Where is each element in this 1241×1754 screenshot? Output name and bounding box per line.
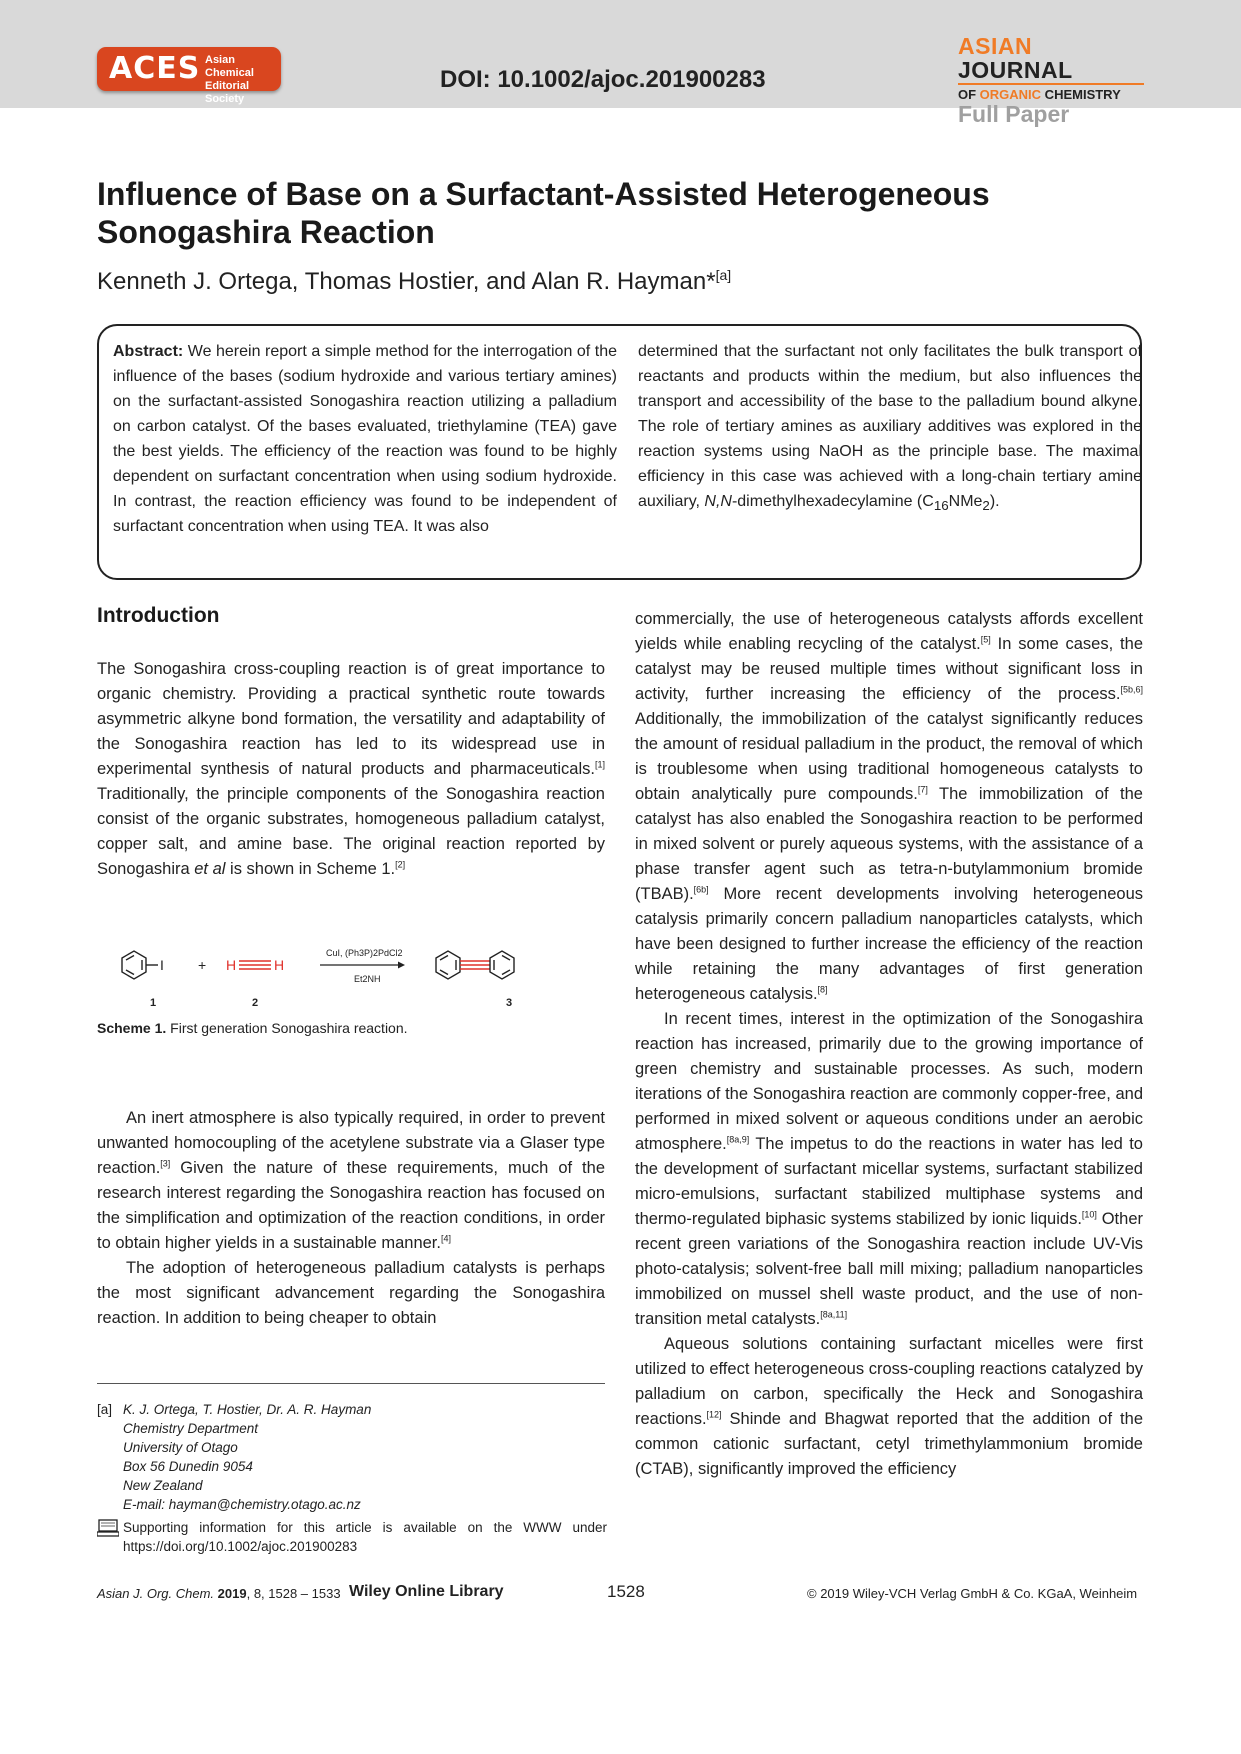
intro-p2-b: Given the nature of these requirements, much of the research interest regarding the Sonogashira reaction has focused on the simplification and optimization of the reaction conditions, in order to obtain higher yields in a sustainable manner. [97, 1159, 605, 1252]
authors-text: Kenneth J. Ortega, Thomas Hostier, and Alan R. Hayman* [97, 268, 716, 295]
iodine-label: I [160, 957, 164, 973]
compound-number-1: 1 [150, 997, 157, 1009]
aces-logo-word: ACES [109, 51, 201, 86]
benzene-ring-left-product [436, 951, 460, 979]
affiliation-email[interactable]: E-mail: hayman@chemistry.otago.ac.nz [123, 1497, 361, 1512]
footnote-divider [97, 1383, 605, 1384]
abstract-nn: N,N [704, 493, 732, 510]
intro-p2-a: An inert atmosphere is also typically required, in order to prevent unwanted homocoupling of the acetylene substrate via a Glaser type reaction. [97, 1109, 605, 1177]
copyright-notice: © 2019 Wiley-VCH Verlag GmbH & Co. KGaA, Weinheim [807, 1586, 1138, 1601]
citation-ref[interactable]: [3] [160, 1158, 171, 1169]
article-type: Full Paper [958, 101, 1070, 127]
affiliation-university: University of Otago [123, 1440, 238, 1455]
right-p2-a: In recent times, interest in the optimization of the Sonogashira reaction has increased, primarily due to the growing importance of green chemistry and sustainable processes. As such, modern iterations of the Sonogashira reaction are commonly copper-free, and performed in mixed solvent or aqueous conditions under an aerobic atmosphere. [635, 1010, 1143, 1153]
citation-ref[interactable]: [5] [980, 634, 991, 645]
benzene-ring-iodobenzene [122, 951, 158, 979]
affiliation-footnote [97, 1400, 607, 1514]
footer-journal-abbr: Asian J. Org. Chem. [97, 1586, 215, 1601]
citation-ref[interactable]: [8] [817, 984, 828, 995]
scheme-caption-label: Scheme 1. [97, 1020, 167, 1036]
right-r2: In some cases, the catalyst may be reused multiple times without significant loss in activity, further increasing the efficiency of the process. [635, 635, 1143, 703]
affiliation-authors: K. J. Ortega, T. Hostier, Dr. A. R. Hayman [123, 1402, 372, 1417]
citation-ref[interactable]: [7] [917, 784, 928, 795]
intro-p1-a: The Sonogashira cross-coupling reaction is of great importance to organic chemistry. Providing a practical synthetic route towards asymmetric alkyne bond formation, the versatility and adaptability of the Sonogashira reaction has led to its widespread use in experimental synthesis of natural products and pharmaceuticals. [97, 660, 605, 778]
abstract-label: Abstract: [113, 343, 184, 360]
intro-paragraph-1 [97, 657, 605, 882]
right-p2-c: Other recent green variations of the Sonogashira reaction include UV-Vis photo-catalysis; solvent-free ball mill mixing; palladium nanoparticles immobilized on mussel shell waste product, and the use of non-transition metal catalysts. [635, 1210, 1143, 1328]
right-r1: commercially, the use of heterogeneous catalysts affords excellent yields while enabling recycling of the catalyst. [635, 610, 1143, 653]
citation-ref[interactable]: [8a,11] [820, 1309, 848, 1320]
scheme-caption-text: First generation Sonogashira reaction. [166, 1020, 408, 1036]
intro-p1-b: Traditionally, the principle components of the Sonogashira reaction consist of the organic substrates, homogeneous palladium catalyst, copper salt, and amine base. The original reaction reported by Sonogashira [97, 785, 605, 878]
journal-word-asian: ASIAN [958, 33, 1033, 59]
section-heading-introduction: Introduction [97, 604, 220, 627]
scheme-caption [97, 1020, 408, 1036]
affiliation-department: Chemistry Department [123, 1421, 259, 1436]
supporting-info-text[interactable]: Supporting information for this article is available on the WWW under https://doi.org/10.1002/ajoc.201900283 [123, 1520, 607, 1554]
abstract-left-column [113, 339, 617, 539]
author-list [97, 267, 731, 296]
right-r5: More recent developments involving heterogeneous catalysis primarily concern palladium nanoparticles catalysts, which have been designed to further increase the efficiency of the reaction while retaining the many advantages of first generation heterogeneous catalysis. [635, 885, 1143, 1003]
journal-word-organic: ORGANIC [979, 87, 1042, 102]
footer-citation [97, 1586, 341, 1601]
right-p2-b: The impetus to do the reactions in water has led to the development of surfactant micellar systems, surfactant stabilized micro-emulsions, surfactant stabilized multiphase systems and thermo-regulated biphasic systems stabilized by ionic liquids. [635, 1135, 1143, 1228]
product-triple-bond [460, 961, 490, 969]
supporting-info-note [97, 1518, 607, 1556]
reagent-catalysts: CuI, (Ph3P)2PdCl2 [326, 948, 403, 958]
article-title: Influence of Base on a Surfactant-Assisted Heterogeneous Sonogashira Reaction [97, 176, 990, 250]
abstract-text-right: determined that the surfactant not only facilitates the bulk transport of reactants and products within the medium, but also influences the transport and accessibility of the base to the palladium bound alkyne. The role of tertiary amines as auxiliary additives was explored in the reaction systems using NaOH as the principle base. The maximal efficiency in this case was achieved with a long-chain tertiary amine auxiliary, [638, 343, 1142, 510]
abstract-sub2: 2 [982, 498, 990, 514]
citation-ref[interactable]: [12] [706, 1409, 722, 1420]
citation-ref[interactable]: [5b,6] [1120, 684, 1143, 695]
compound-number-3: 3 [506, 997, 513, 1009]
citation-ref[interactable]: [8a,9] [726, 1134, 750, 1145]
hydrogen-right: H [274, 957, 285, 973]
aces-logo [97, 47, 281, 105]
journal-word-of: OF [958, 87, 980, 102]
affiliation-address: Box 56 Dunedin 9054 [123, 1459, 253, 1474]
citation-ref[interactable]: [10] [1081, 1209, 1097, 1220]
right-r3: Additionally, the immobilization of the catalyst significantly reduces the amount of residual palladium in the product, the removal of which is troublesome when using traditional homogeneous catalysts to obtain analytically pure compounds. [635, 710, 1143, 803]
intro-etal: et al [194, 860, 226, 878]
reagent-base: Et2NH [354, 974, 381, 984]
acetylene-triple-bond [239, 961, 271, 969]
abstract-sub16: 16 [933, 498, 949, 514]
footer-year: 2019 [214, 1586, 247, 1601]
abstract-tail1: -dimethylhexadecylamine (C [731, 493, 934, 510]
citation-ref[interactable]: [1] [594, 759, 605, 770]
right-p3-a: Aqueous solutions containing surfactant micelles were first utilized to effect heterogeneous cross-coupling reactions catalyzed by palladium on carbon, specifically the Heck and Sonogashira reactions. [635, 1335, 1143, 1428]
aces-sub-line1: Asian Chemical [205, 54, 254, 79]
doi-link[interactable]: DOI: 10.1002/ajoc.201900283 [440, 66, 766, 93]
affiliation-label: [a] [97, 1402, 113, 1417]
scheme-1-reaction-diagram [108, 940, 588, 1020]
hydrogen-left: H [226, 957, 237, 973]
computer-icon [97, 1519, 119, 1537]
right-column-text [635, 607, 1143, 1482]
journal-underline [958, 83, 1144, 85]
journal-word-chemistry: CHEMISTRY [1041, 87, 1121, 102]
citation-ref[interactable]: [6b] [693, 884, 709, 895]
footer-volume-pages: , 8, 1528 – 1533 [246, 1586, 341, 1601]
journal-word-journal: JOURNAL [958, 57, 1073, 83]
benzene-ring-right-product [490, 951, 514, 979]
page-number: 1528 [607, 1582, 645, 1601]
abstract-right-column [638, 339, 1142, 518]
abstract-text-left: We herein report a simple method for the interrogation of the influence of the bases (sodium hydroxide and various tertiary amines) on the surfactant-assisted Sonogashira reaction utilizing a palladium on carbon catalyst. Of the bases evaluated, triethylamine (TEA) gave the best yields. The efficiency of the reaction was found to be highly dependent on surfactant concentration when using sodium hydroxide. In contrast, the reaction efficiency was found to be independent of surfactant concentration when using TEA. It was also [113, 343, 617, 535]
citation-ref[interactable]: [2] [395, 859, 406, 870]
aces-logo-subtitle [205, 54, 281, 106]
abstract-tail2: NMe [948, 493, 983, 510]
plus-sign: + [198, 957, 207, 973]
intro-p1-c: is shown in Scheme 1. [225, 860, 396, 878]
intro-paragraphs-2-3 [97, 1106, 605, 1331]
compound-number-2: 2 [252, 997, 259, 1009]
affiliation-country: New Zealand [123, 1478, 203, 1493]
right-p3-b: Shinde and Bhagwat reported that the addition of the common cationic surfactant, cetyl trimethylammonium bromide (CTAB), significantly improved the efficiency [635, 1410, 1143, 1478]
affiliation-mark[interactable]: [a] [715, 267, 732, 283]
citation-ref[interactable]: [4] [440, 1233, 451, 1244]
reaction-arrowhead [398, 962, 405, 969]
aces-sub-line2: Editorial Society [205, 80, 250, 105]
journal-title-logo [958, 34, 1144, 126]
right-r4: The immobilization of the catalyst has also enabled the Sonogashira reaction to be performed in mixed solvent or purely aqueous systems, with the assistance of a phase transfer agent such as tetra-n-butylammonium bromide (TBAB). [635, 785, 1143, 903]
wiley-online-library-link[interactable]: Wiley Online Library [349, 1583, 504, 1600]
abstract-tail3: ). [989, 493, 1000, 510]
intro-p3: The adoption of heterogeneous palladium catalysts is perhaps the most significant advancement regarding the Sonogashira reaction. In addition to being cheaper to obtain [97, 1259, 605, 1327]
